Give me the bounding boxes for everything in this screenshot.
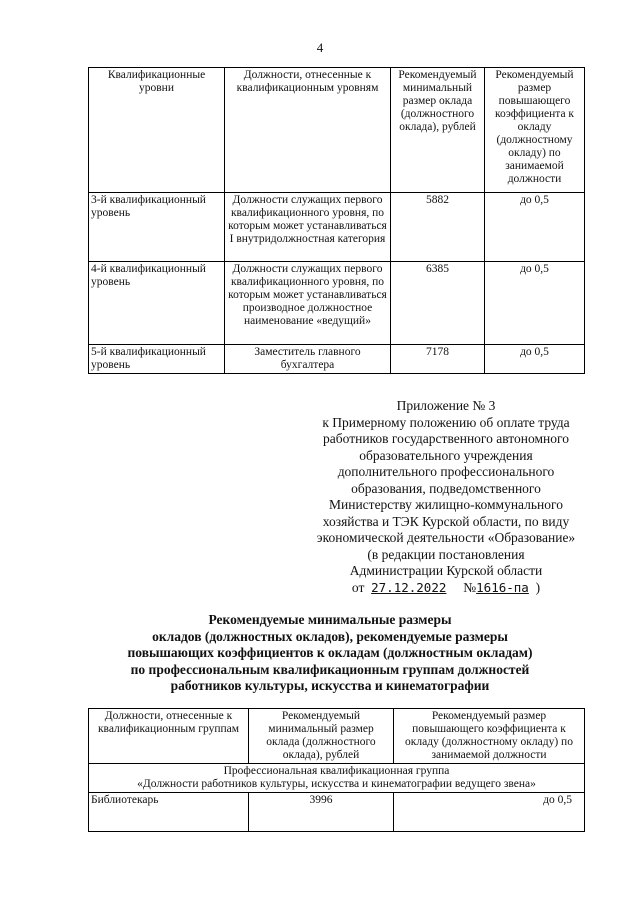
page-number: 4 [316,40,324,55]
appendix-line: хозяйства и ТЭК Курской области, по виду [322,513,570,529]
level-cell: 5-й квалификационный уровень [89,345,225,374]
number-prefix: № [463,579,477,595]
culture-positions-table [88,708,585,832]
appendix-line: дополнительного профессионального [337,464,555,479]
appendix-line: (в редакции постановления [367,546,525,562]
appendix-block [300,398,592,596]
date-prefix: от [351,579,365,595]
heading-line: повышающих коэффициентов к окладам (должностным окладам) [127,645,533,660]
appendix-line: Администрации Курской области [349,563,543,578]
salary-cell: 5882 [391,193,485,262]
positions-cell: Заместитель главного бухгалтера [225,345,391,374]
coefficient-cell: до 0,5 [394,793,585,832]
positions-cell: Должности служащих первого квалификационного уровня, по которым может устанавливаться производное должностное наименование «ведущий» [225,262,391,345]
resolution-number: 1616-па [476,579,529,595]
appendix-line: Министерству жилищно-коммунального [329,497,563,512]
appendix-line: образовательного учреждения [359,447,533,463]
level-cell: 3-й квалификационный уровень [89,193,225,262]
resolution-date-line [300,580,592,597]
heading-line: Рекомендуемые минимальные размеры [208,612,452,627]
resolution-date: 27.12.2022 [371,579,447,595]
table-row [89,193,585,262]
table-row [89,345,585,374]
level-cell: 4-й квалификационный уровень [89,262,225,345]
appendix-line: к Примерному положению об оплате труда [322,414,570,430]
group-cell [89,764,585,793]
coefficient-cell: до 0,5 [485,193,585,262]
heading-line: работников культуры, искусства и кинематографии [170,678,490,693]
salary-cell: 6385 [391,262,485,345]
appendix-line: экономической деятельности «Образование» [316,530,576,545]
appendix-line: Приложение № 3 [396,398,496,413]
positions-cell: Должности служащих первого квалификационного уровня, по которым может устанавливаться I внутридолжностная категория [225,193,391,262]
group-subtitle: «Должности работников культуры, искусства и кинематографии ведущего звена» [137,778,536,790]
table-row [89,262,585,345]
column-header: Рекомендуемый размер повышающего коэффициента к окладу (должностному окладу) по занимаемой должности [485,68,585,193]
salary-cell: 7178 [391,345,485,374]
group-row [89,764,585,793]
document-heading [80,612,580,695]
column-header: Рекомендуемый размер повышающего коэффициента к окладу (должностному окладу) по занимаемой должности [394,709,585,764]
qualification-levels-table [88,67,585,374]
coefficient-cell: до 0,5 [485,262,585,345]
table-header-row [89,68,585,193]
appendix-line: образования, подведомственного [351,480,541,496]
column-header: Рекомендуемый минимальный размер оклада (должностного оклада), рублей [391,68,485,193]
position-cell: Библиотекарь [89,793,249,832]
table-header-row [89,709,585,764]
heading-line: по профессиональным квалификационным группам должностей [130,661,530,677]
column-header: Рекомендуемый минимальный размер оклада (должностного оклада), рублей [249,709,394,764]
group-title: Профессиональная квалификационная группа [223,765,450,777]
coefficient-cell: до 0,5 [485,345,585,374]
salary-cell: 3996 [249,793,394,832]
column-header: Должности, отнесенные к квалификационным уровням [225,68,391,193]
closing-bracket: ) [535,579,541,595]
appendix-line: работников государственного автономного [323,431,569,446]
heading-line: окладов (должностных окладов), рекомендуемые размеры [152,628,508,644]
table-row [89,793,585,832]
column-header: Должности, отнесенные к квалификационным группам [89,709,249,764]
column-header: Квалификационные уровни [89,68,225,193]
